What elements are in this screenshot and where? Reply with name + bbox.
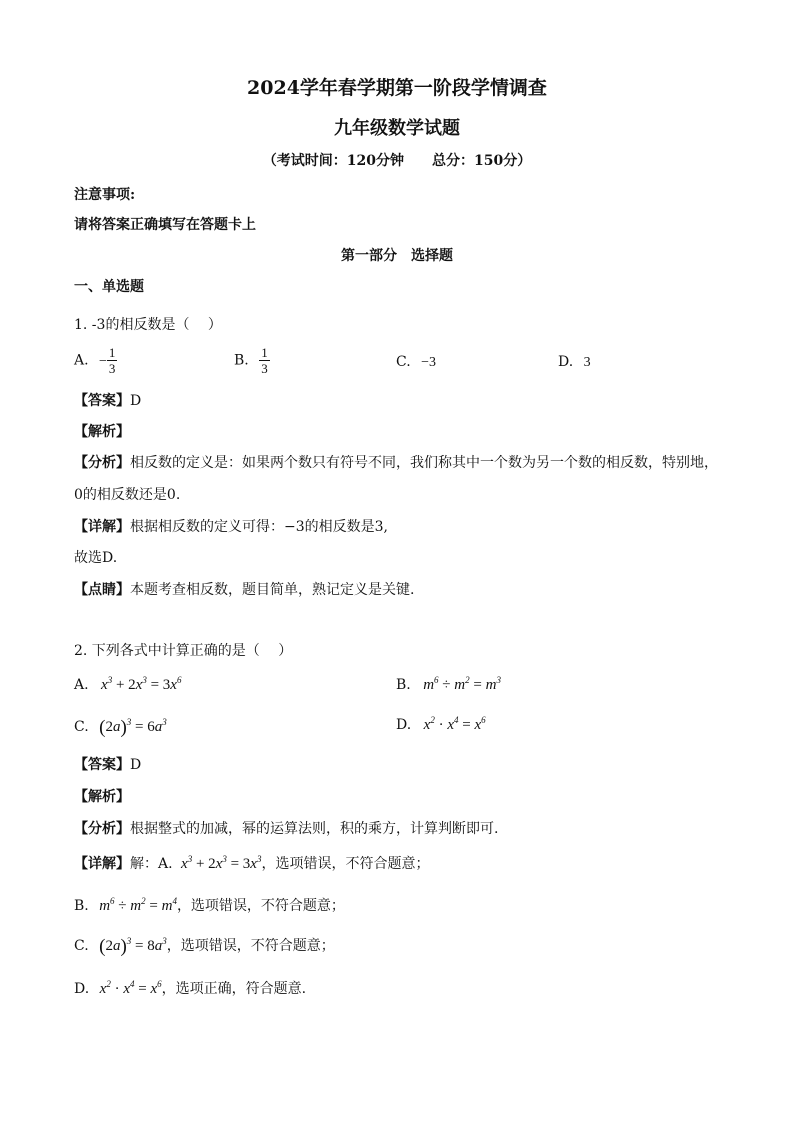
- q2-option-d-label: D.: [396, 717, 412, 733]
- q2-option-d-expr: $x^2 \cdot x^4 = x^6$: [423, 715, 486, 733]
- q1-answer-value: D: [130, 393, 142, 409]
- q1-fenxi-label: 【分析】: [74, 455, 130, 471]
- q1-stem: 1. -3的相反数是（ ）: [74, 317, 222, 333]
- q2-option-a: [74, 677, 181, 694]
- q1-analysis-label: [74, 421, 130, 441]
- q1-conclusion: 故选D.: [74, 550, 118, 566]
- q1-analysis-heading: 【解析】: [74, 424, 130, 440]
- exam-title: 2024学年春学期第一阶段学情调查: [247, 77, 547, 99]
- q1-dianjing-label: 【点睛】: [74, 582, 130, 598]
- q2-line-b-verdict: ，选项错误，不符合题意；: [176, 898, 345, 914]
- q2-line-d-expr: $x^2 \cdot x^4 = x^6$: [99, 979, 162, 997]
- notice-heading: 注意事项:: [74, 187, 136, 203]
- q1-option-b-denominator: 3: [261, 361, 268, 376]
- q1-option-a: [74, 345, 117, 376]
- q2-answer-value: D: [130, 757, 142, 773]
- q2-analysis-heading: 【解析】: [74, 789, 130, 805]
- q1-option-b-numerator: 1: [261, 345, 268, 360]
- q2-line-c-expr: $(2a)^3 = 8a^3$: [99, 936, 167, 957]
- q1-option-a-numerator: 1: [108, 345, 116, 360]
- q1-option-b: [234, 345, 270, 376]
- q2-xiangjie-c: [74, 935, 335, 958]
- q1-dianjing-text: 本题考查相反数，题目简单，熟记定义是关键.: [130, 582, 415, 598]
- q2-answer: [74, 754, 141, 774]
- q2-line-b-expr: $m^6 \div m^2 = m^4$: [99, 896, 177, 914]
- q1-option-b-fraction: [259, 345, 270, 376]
- q1-answer-label: 【答案】: [74, 393, 130, 409]
- q2-option-b: [396, 677, 501, 694]
- q2-stem: 2. 下列各式中计算正确的是（ ）: [74, 643, 293, 659]
- q2-line-c-label: C.: [74, 938, 89, 954]
- q2-xiangjie-b: [74, 895, 345, 915]
- q2-xiangjie-a: [74, 853, 429, 873]
- q1-option-d: [558, 354, 591, 371]
- exam-info: （考试时间：120分钟 总分：150分）: [262, 153, 532, 169]
- notice-text: 请将答案正确填写在答题卡上: [74, 217, 256, 233]
- q1-option-a-denominator: 3: [108, 361, 116, 376]
- q2-option-c-label: C.: [74, 719, 89, 735]
- part-heading: 第一部分 选择题: [341, 248, 453, 264]
- q1-option-b-label: B.: [234, 352, 249, 369]
- q1-xiangjie-label: 【详解】: [74, 519, 130, 535]
- q1-option-d-value: 3: [583, 355, 591, 370]
- q1-fenxi: [74, 452, 718, 472]
- q2-line-a-verdict: ，选项错误，不符合题意；: [261, 856, 430, 872]
- q1-option-d-label: D.: [558, 354, 574, 370]
- q2-option-b-label: B.: [396, 677, 411, 693]
- q2-option-c: [74, 717, 167, 739]
- q2-option-a-expr: $x^3 + 2x^3 = 3x^6$: [101, 675, 182, 693]
- section-heading: 一、单选题: [74, 279, 144, 295]
- q2-analysis-label: [74, 786, 130, 806]
- q2-xiangjie-label: 【详解】: [74, 856, 130, 872]
- q1-option-c: [396, 354, 436, 371]
- q2-option-a-label: A.: [74, 677, 89, 693]
- q2-option-c-expr: $(2a)^3 = 6a^3$: [99, 717, 167, 738]
- q1-option-a-sign: −: [99, 353, 107, 369]
- q1-fenxi-line1: 相反数的定义是：如果两个数只有符号不同，我们称其中一个数为另一个数的相反数，特别地，: [130, 455, 718, 471]
- q2-line-b-label: B.: [74, 898, 89, 914]
- q1-xiangjie: [74, 516, 388, 536]
- q1-option-a-fraction: [107, 345, 118, 376]
- exam-subtitle: 九年级数学试题: [334, 118, 460, 139]
- q2-xiangjie-d: [74, 978, 306, 998]
- q1-option-a-label: A.: [74, 352, 89, 369]
- q1-option-c-value: −3: [421, 355, 437, 370]
- q2-option-d: [396, 717, 486, 734]
- q2-answer-label: 【答案】: [74, 757, 130, 773]
- q2-line-d-label: D.: [74, 981, 90, 997]
- q1-xiangjie-text: 根据相反数的定义可得：−3的相反数是3,: [130, 519, 388, 535]
- q1-answer: [74, 390, 141, 410]
- q2-line-c-verdict: ，选项错误，不符合题意；: [166, 938, 335, 954]
- q1-option-c-label: C.: [396, 354, 411, 370]
- q2-fenxi-label: 【分析】: [74, 821, 130, 837]
- q2-option-b-expr: $m^6 \div m^2 = m^3$: [423, 675, 501, 693]
- q1-dianjing: [74, 579, 414, 599]
- q2-line-a-expr: $x^3 + 2x^3 = 3x^3$: [181, 854, 262, 872]
- q2-fenxi: [74, 818, 498, 838]
- q2-xiangjie-prefix: 解：A.: [130, 856, 173, 872]
- q2-line-d-verdict: ，选项正确，符合题意.: [161, 981, 307, 997]
- q2-fenxi-text: 根据整式的加减，幂的运算法则，积的乘方，计算判断即可.: [130, 821, 499, 837]
- q1-fenxi-line2: 0的相反数还是0.: [74, 487, 181, 503]
